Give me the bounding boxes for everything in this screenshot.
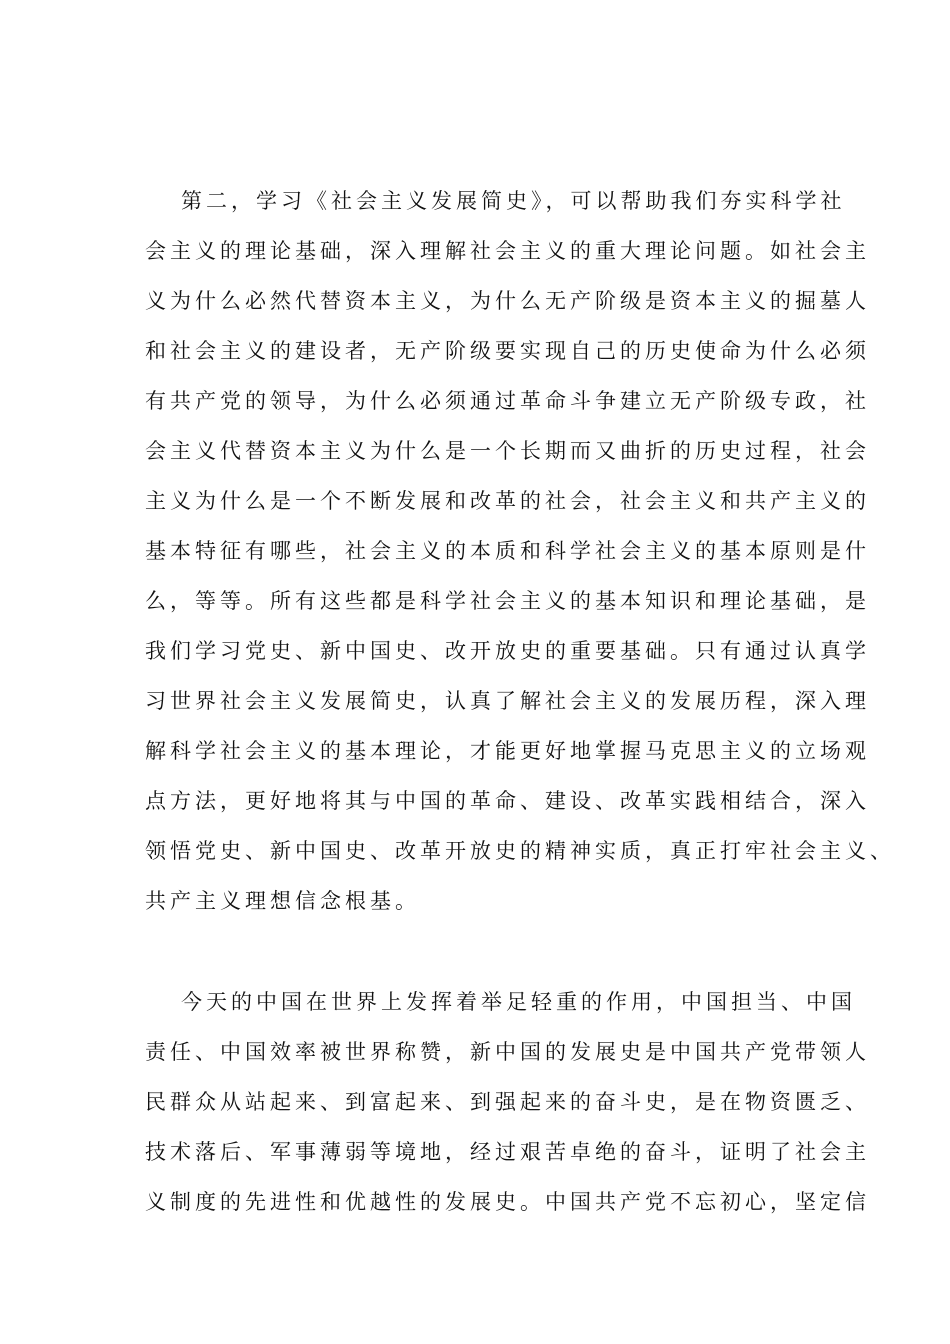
text-line: 技术落后、军事薄弱等境地，经过艰苦卓绝的奋斗，证明了社会主 (145, 1140, 870, 1164)
text-line: 点方法，更好地将其与中国的革命、建设、改革实践相结合，深入 (145, 789, 870, 813)
text-line: 我们学习党史、新中国史、改开放史的重要基础。只有通过认真学 (145, 639, 870, 663)
text-line: 责任、中国效率被世界称赞，新中国的发展史是中国共产党带领人 (145, 1040, 870, 1064)
text-line: 基本特征有哪些，社会主义的本质和科学社会主义的基本原则是什 (145, 539, 870, 563)
text-line: 会主义代替资本主义为什么是一个长期而又曲折的历史过程，社会 (145, 439, 870, 463)
text-line: 民群众从站起来、到富起来、到强起来的奋斗史，是在物资匮乏、 (145, 1090, 870, 1114)
text-line: 和社会主义的建设者，无产阶级要实现自己的历史使命为什么必须 (145, 339, 870, 363)
text-line: 会主义的理论基础，深入理解社会主义的重大理论问题。如社会主 (145, 239, 870, 263)
text-line: 么，等等。所有这些都是科学社会主义的基本知识和理论基础，是 (145, 589, 870, 613)
text-line: 义为什么必然代替资本主义，为什么无产阶级是资本主义的掘墓人 (145, 289, 870, 313)
text-line: 习世界社会主义发展简史，认真了解社会主义的发展历程，深入理 (145, 689, 870, 713)
text-line: 第二，学习《社会主义发展简史》，可以帮助我们夯实科学社 (181, 189, 846, 213)
text-line: 解科学社会主义的基本理论，才能更好地掌握马克思主义的立场观 (145, 739, 870, 763)
text-line: 有共产党的领导，为什么必须通过革命斗争建立无产阶级专政，社 (145, 389, 870, 413)
text-line: 今天的中国在世界上发挥着举足轻重的作用，中国担当、中国 (181, 990, 856, 1014)
text-line: 义制度的先进性和优越性的发展史。中国共产党不忘初心，坚定信 (145, 1190, 870, 1214)
text-line: 主义为什么是一个不断发展和改革的社会，社会主义和共产主义的 (145, 489, 870, 513)
text-line: 共产主义理想信念根基。 (145, 889, 420, 913)
text-line: 领悟党史、新中国史、改革开放史的精神实质，真正打牢社会主义、 (145, 839, 895, 863)
